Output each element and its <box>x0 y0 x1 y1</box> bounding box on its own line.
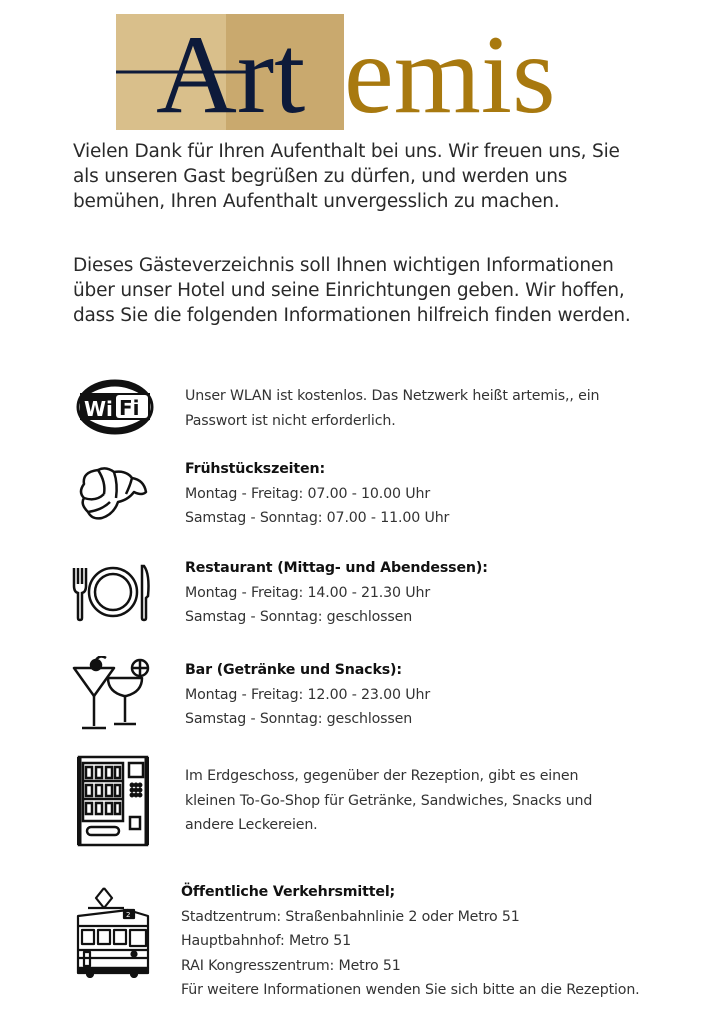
intro-line: als unseren Gast begrüßen zu dürfen, und werden uns <box>73 166 568 187</box>
svg-text:2: 2 <box>126 911 131 919</box>
bar-info <box>185 658 430 732</box>
intro-line: Vielen Dank für Ihren Aufenthalt bei uns. Wir freuen uns, Sie <box>73 141 620 162</box>
restaurant-heading: Restaurant (Mittag- und Abendessen): <box>185 560 488 576</box>
shop-text: Im Erdgeschoss, gegenüber der Rezeption, gibt es einen <box>185 768 579 784</box>
svg-text:Wi: Wi <box>84 397 113 421</box>
croissant-icon <box>76 462 150 528</box>
shop-text: kleinen To-Go-Shop für Getränke, Sandwiches, Snacks und <box>185 792 593 809</box>
intro-line: Dieses Gästeverzeichnis soll Ihnen wichtigen Informationen <box>73 255 614 276</box>
restaurant-hours: Montag - Freitag: 14.00 - 21.30 Uhr <box>185 584 431 601</box>
wifi-info <box>185 384 599 433</box>
breakfast-info <box>185 457 449 531</box>
intro-paragraph-2 <box>73 253 683 328</box>
restaurant-info <box>185 556 488 630</box>
wifi-text: Passwort ist nicht erforderlich. <box>185 412 396 429</box>
breakfast-hours: Samstag - Sonntag: 07.00 - 11.00 Uhr <box>185 510 450 526</box>
transit-line: Für weitere Informationen wenden Sie sich bitte an die Rezeption. <box>181 982 640 998</box>
transit-line: Hauptbahnhof: Metro 51 <box>181 933 352 949</box>
transit-line: RAI Kongresszentrum: Metro 51 <box>181 957 401 974</box>
plate-cutlery-icon <box>70 562 152 626</box>
breakfast-hours: Montag - Freitag: 07.00 - 10.00 Uhr <box>185 485 431 502</box>
breakfast-heading: Frühstückszeiten: <box>185 461 325 477</box>
shop-text: andere Leckereien. <box>185 817 318 833</box>
tram-icon <box>74 886 152 982</box>
svg-text:Fi: Fi <box>119 396 140 420</box>
logo-text-emis: emis <box>344 14 556 130</box>
bar-heading: Bar (Getränke und Snacks): <box>185 662 402 678</box>
intro-line: dass Sie die folgenden Informationen hilfreich finden werden. <box>73 305 631 326</box>
intro-line: über unser Hotel und seine Einrichtungen geben. Wir hoffen, <box>73 280 625 301</box>
shop-info <box>185 764 592 838</box>
intro-line: bemühen, Ihren Aufenthalt unvergesslich zu machen. <box>73 191 560 212</box>
cocktail-icon <box>70 656 154 738</box>
restaurant-hours: Samstag - Sonntag: geschlossen <box>185 609 413 625</box>
transit-info <box>181 880 640 1003</box>
bar-hours: Montag - Freitag: 12.00 - 23.00 Uhr <box>185 686 431 703</box>
wifi-text: Unser WLAN ist kostenlos. Das Netzwerk heißt artemis,, ein <box>185 388 600 404</box>
transit-heading: Öffentliche Verkehrsmittel; <box>181 884 396 900</box>
bar-hours: Samstag - Sonntag: geschlossen <box>185 711 413 727</box>
intro-paragraph-1 <box>73 139 683 214</box>
artemis-logo <box>116 14 608 130</box>
transit-line: Stadtzentrum: Straßenbahnlinie 2 oder Metro 51 <box>181 908 520 925</box>
vending-machine-icon <box>77 755 149 851</box>
wifi-icon <box>76 378 154 440</box>
logo-text-art: Art <box>156 14 306 130</box>
